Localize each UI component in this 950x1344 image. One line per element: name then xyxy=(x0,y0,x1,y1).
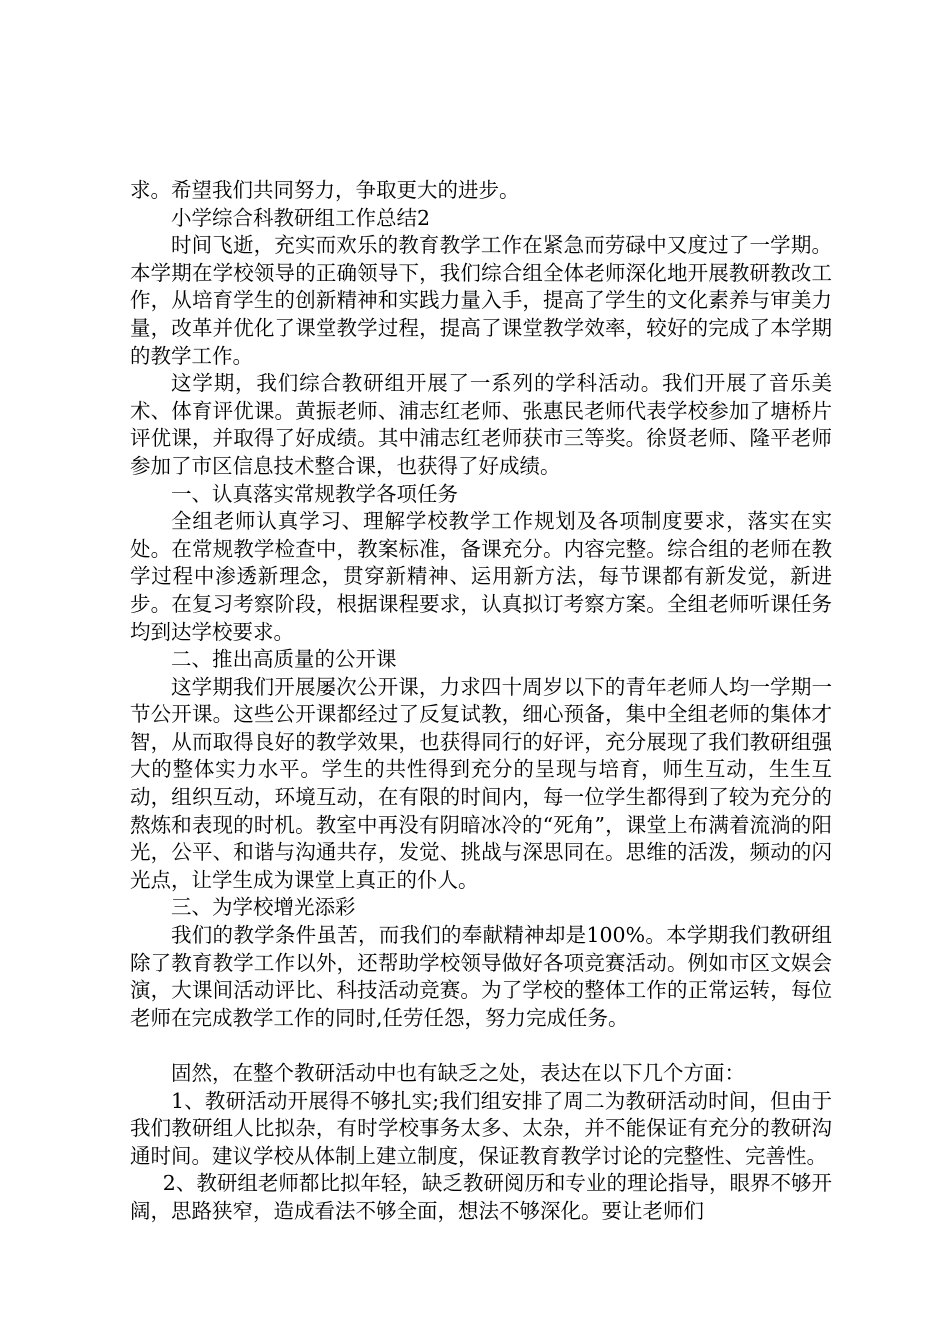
paragraph: 固然，在整个教研活动中也有缺乏之处，表达在以下几个方面： xyxy=(171,1061,745,1085)
blank-line xyxy=(130,1032,832,1060)
section-heading: 二、推出高质量的公开课 xyxy=(171,647,397,672)
paragraph: 我们的教学条件虽苦，而我们的奉献精神却是100%。本学期我们教研组除了教育教学工作以外，还帮助学校领导做好各项竞赛活动。例如市区文娱会演，大课间活动评比、科技活动竞赛。为了学校的整体工作的正常运转，每位老师在完成教学工作的同时,任劳任怨，努力完成任务。 xyxy=(130,923,832,1030)
section-heading: 一、认真落实常规教学各项任务 xyxy=(171,481,458,506)
section-heading: 三、为学校增光添彩 xyxy=(171,895,356,920)
paragraph: 这学期，我们综合教研组开展了一系列的学科活动。我们开展了音乐美术、体育评优课。黄振老师、浦志红老师、张惠民老师代表学校参加了塘桥片评优课，并取得了好成绩。其中浦志红老师获市三等奖。徐贤老师、隆平老师参加了市区信息技术整合课，也获得了好成绩。 xyxy=(130,371,832,478)
list-item: 2、教研组老师都比拟年轻，缺乏教研阅历和专业的理论指导，眼界不够开阔，思路狭窄，造成看法不够全面，想法不够深化。要让老师们 xyxy=(130,1171,832,1223)
paragraph: 全组老师认真学习、理解学校教学工作规划及各项制度要求，落实在实处。在常规教学检查中，教案标准，备课充分。内容完整。综合组的老师在教学过程中渗透新理念，贯穿新精神、运用新方法，每节课都有新发觉，新进步。在复习考察阶段，根据课程要求，认真拟订考察方案。全组老师听课任务均到达学校要求。 xyxy=(130,509,832,644)
paragraph: 这学期我们开展屡次公开课，力求四十周岁以下的青年老师人均一学期一节公开课。这些公开课都经过了反复试教，细心预备，集中全组老师的集体才智，从而取得良好的教学效果，也获得同行的好评，充分展现了我们教研组强大的整体实力水平。学生的共性得到充分的呈现与培育，师生互动，生生互动，组织互动，环境互动，在有限的时间内，每一位学生都得到了较为充分的熬炼和表现的时机。教室中再没有阴暗冰冷的“死角”，课堂上布满着流淌的阳光，公平、和谐与沟通共存，发觉、挑战与深思同在。思维的活泼，频动的闪光点，让学生成为课堂上真正的仆人。 xyxy=(130,674,832,892)
section-title: 小学综合科教研组工作总结2 xyxy=(171,205,431,230)
list-item: 1、教研活动开展得不够扎实;我们组安排了周二为教研活动时间，但由于我们教研组人比拟杂，有时学校事务太多、太杂，并不能保证有充分的教研沟通时间。建议学校从体制上建立制度，保证教育教学讨论的完整性、完善性。 xyxy=(130,1088,832,1168)
paragraph-continuation: 求。希望我们共同努力，争取更大的进步。 xyxy=(130,178,520,202)
document-body xyxy=(130,177,832,1226)
paragraph: 时间飞逝，充实而欢乐的教育教学工作在紧急而劳碌中又度过了一学期。本学期在学校领导的正确领导下，我们综合组全体老师深化地开展教研教改工作，从培育学生的创新精神和实践力量入手，提高了学生的文化素养与审美力量，改革并优化了课堂教学过程，提高了课堂教学效率，较好的完成了本学期的教学工作。 xyxy=(130,233,832,368)
